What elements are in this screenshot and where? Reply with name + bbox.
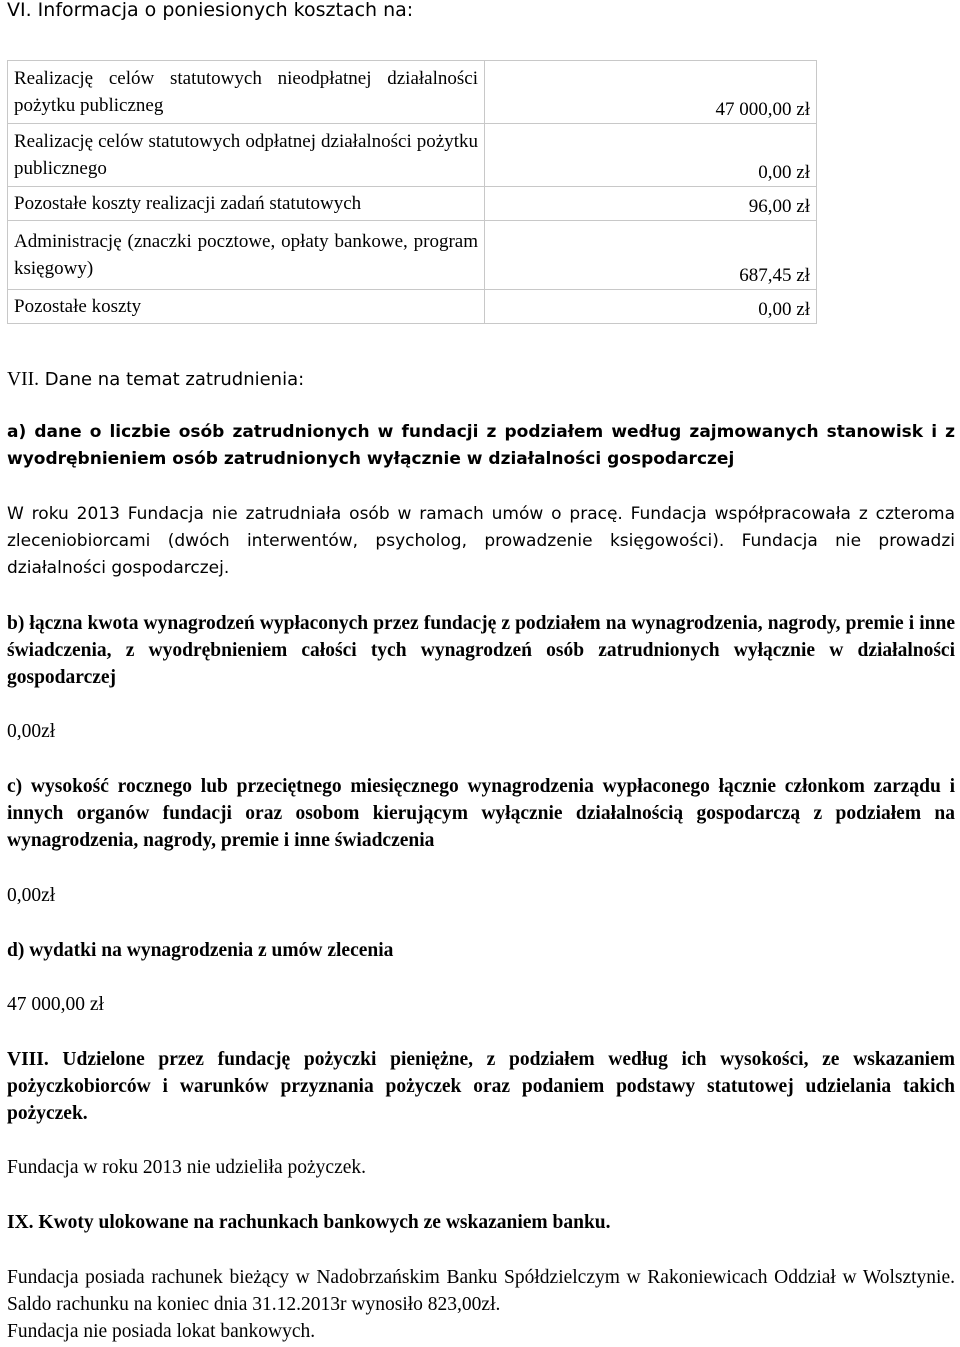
subsection-b-value: 0,00zł: [7, 721, 56, 742]
section-ix-heading: IX. Kwoty ulokowane na rachunkach bankowych ze wskazaniem banku.: [7, 1212, 611, 1233]
table-row: [8, 290, 817, 324]
section-ix-text-2: Fundacja nie posiada lokat bankowych.: [7, 1321, 316, 1342]
cost-amount: 0,00 zł: [485, 124, 817, 187]
cost-amount: 0,00 zł: [485, 290, 817, 324]
cost-amount: 47 000,00 zł: [485, 61, 817, 124]
section-vii-heading: [7, 366, 955, 393]
cost-label: Realizację celów statutowych odpłatnej działalności pożytku publicznego: [8, 124, 485, 187]
cost-label: Realizację celów statutowych nieodpłatnej działalności pożytku publiczneg: [8, 61, 485, 124]
subsection-d-heading: d) wydatki na wynagrodzenia z umów zlecenia: [7, 940, 394, 961]
subsection-c-value: 0,00zł: [7, 885, 56, 906]
cost-amount: 96,00 zł: [485, 187, 817, 221]
table-row: [8, 61, 817, 124]
table-row: [8, 187, 817, 221]
section-viii-heading: VIII. Udzielone przez fundację pożyczki pieniężne, z podziałem według ich wysokości, ze wskazaniem pożyczkobiorców i warunków przyznania pożyczek oraz podaniem podstawy statutowej udzielania takich pożyczek.: [7, 1049, 955, 1124]
subsection-a-heading: a) dane o liczbie osób zatrudnionych w fundacji z podziałem według zajmowanych stanowisk i z wyodrębnieniem osób zatrudnionych wyłącznie w działalności gospodarczej: [7, 422, 955, 469]
section-vii-number: VII.: [7, 369, 39, 390]
section-vii-title: Dane na temat zatrudnienia:: [44, 369, 305, 390]
subsection-a-text: W roku 2013 Fundacja nie zatrudniała osób w ramach umów o pracę. Fundacja współpracowała z czteroma zleceniobiorcami (dwóch interwentów, psycholog, prowadzenie księgowości). Fundacja nie prowadzi działalności gospodarczej.: [7, 504, 955, 578]
cost-label: Pozostałe koszty: [8, 290, 485, 324]
table-row: [8, 221, 817, 290]
section-ix-text-1: Fundacja posiada rachunek bieżący w Nadobrzańskim Banku Spółdzielczym w Rakoniewicach Oddział w Wolsztynie. Saldo rachunku na koniec dnia 31.12.2013r wynosiło 823,00zł.: [7, 1267, 955, 1315]
section-vi-heading: VI. Informacja o poniesionych kosztach na:: [7, 0, 414, 21]
cost-amount: 687,45 zł: [485, 221, 817, 290]
cost-label: Administrację (znaczki pocztowe, opłaty bankowe, program księgowy): [8, 221, 485, 290]
section-viii-text: Fundacja w roku 2013 nie udzieliła pożyczek.: [7, 1157, 367, 1178]
costs-table: [7, 60, 817, 324]
cost-label: Pozostałe koszty realizacji zadań statutowych: [8, 187, 485, 221]
subsection-b-heading: b) łączna kwota wynagrodzeń wypłaconych przez fundację z podziałem na wynagrodzenia, nagrody, premie i inne świadczenia, z wyodrębnieniem całości tych wynagrodzeń osób zatrudnionych wyłącznie w działalności gospodarczej: [7, 613, 955, 688]
subsection-c-heading: c) wysokość rocznego lub przeciętnego miesięcznego wynagrodzenia wypłaconego łącznie członkom zarządu i innych organów fundacji oraz osobom kierującym wyłącznie działalnością gospodarczą z podziałem na wynagrodzenia, nagrody, premie i inne świadczenia: [7, 776, 955, 851]
table-row: [8, 124, 817, 187]
subsection-d-value: 47 000,00 zł: [7, 994, 104, 1015]
